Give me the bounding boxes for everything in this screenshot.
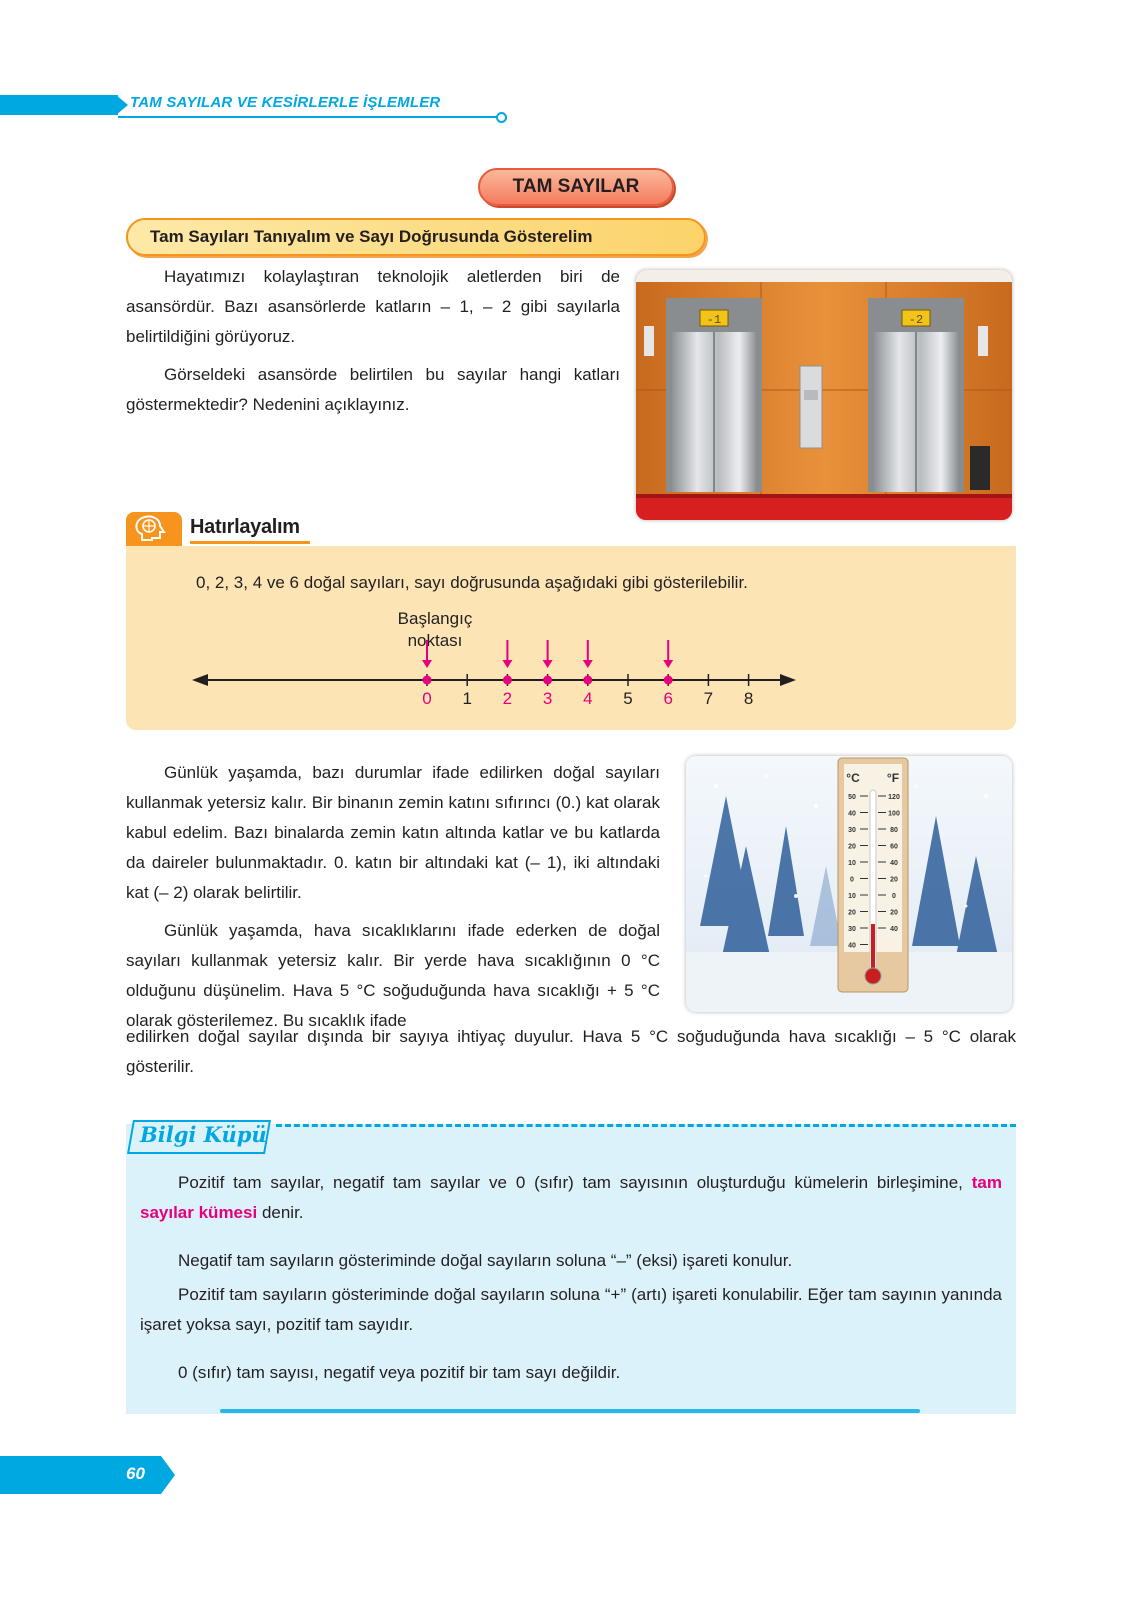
- fahrenheit-label-1: 100: [888, 810, 900, 818]
- arrow-head-2: [502, 660, 512, 668]
- tick-label-3: 3: [542, 689, 553, 708]
- arrow-head-0: [422, 660, 432, 668]
- arrow-head-6: [663, 660, 673, 668]
- tick-label-2: 2: [502, 689, 513, 708]
- thermometer-photo: [686, 756, 1012, 1012]
- celsius-label-6: 10: [848, 893, 856, 900]
- point-6: [664, 676, 673, 685]
- tick-label-7: 7: [703, 689, 714, 708]
- arrow-head-3: [543, 660, 553, 668]
- tick-label-6: 6: [663, 689, 673, 708]
- celsius-label-4: 10: [848, 860, 856, 867]
- bilgi-paragraph-4: 0 (sıfır) tam sayısı, negatif veya pozitif bir tam sayı değildir.: [178, 1363, 621, 1382]
- hatirlayalim-title: Hatırlayalım: [190, 516, 300, 538]
- celsius-label-0: 50: [848, 794, 856, 801]
- point-2: [503, 676, 512, 685]
- celsius-label-3: 20: [848, 843, 856, 851]
- chapter-title: TAM SAYILAR VE KESİRLERLE İŞLEMLER: [130, 94, 441, 111]
- fahrenheit-label-2: 80: [890, 827, 898, 834]
- body-paragraph-1: Günlük yaşamda, bazı durumlar ifade edilirken doğal sayıları kullanmak yetersiz kalır. Bir binanın zemin katını sıfırıncı (0.) kat olarak kabul edelim. Bazı binalarda zemin katın altında katlar ve bu katlarda da daireler bulunmaktadır. 0. katın bir altındaki kat (– 1), iki altındaki kat (– 2) olarak belirtilir.: [126, 763, 660, 902]
- header-arrow: [116, 95, 128, 115]
- tick-label-0: 0: [422, 689, 432, 708]
- bilgi-p1-after: denir.: [261, 1203, 304, 1222]
- fahrenheit-label-7: 20: [890, 909, 898, 917]
- start-label-line-2: noktası: [407, 631, 463, 650]
- fahrenheit-label-3: 60: [890, 843, 898, 851]
- bilgi-paragraph-1: [140, 1168, 1002, 1228]
- section-title: TAM SAYILAR: [478, 168, 674, 206]
- elevator-photo: [636, 270, 1012, 520]
- elevator-illustration: [636, 270, 1012, 520]
- tick-label-1: 1: [462, 689, 472, 708]
- bilgi-paragraph-3: Pozitif tam sayıların gösteriminde doğal sayıların soluna “+” (artı) işareti konulabilir. Eğer tam sayının yanında işaret yoksa sayı, pozitif tam sayıdır.: [140, 1285, 1002, 1334]
- start-label-line-1: Başlangıç: [397, 609, 473, 628]
- intro-paragraph-1: Hayatımızı kolaylaştıran teknolojik aletlerden biri de asansördür. Bazı asansörlerde katların – 1, – 2 gibi sayılarla belirtildiğini görüyoruz.: [126, 267, 620, 346]
- fahrenheit-label-6: 0: [892, 893, 896, 900]
- arrow-head-4: [583, 660, 593, 668]
- bilgi-kupu-bottom-line: [220, 1409, 920, 1413]
- celsius-unit: °C: [846, 771, 860, 785]
- fahrenheit-label-4: 40: [890, 860, 898, 867]
- celsius-label-9: 40: [848, 942, 856, 950]
- fahrenheit-label-0: 120: [888, 794, 900, 801]
- celsius-label-5: 0: [850, 876, 854, 884]
- bilgi-kupu-content: [140, 1168, 1002, 1388]
- number-line-right-arrow: [780, 674, 796, 686]
- fahrenheit-label-8: 40: [890, 926, 898, 933]
- section-subtitle: Tam Sayıları Tanıyalım ve Sayı Doğrusunda Gösterelim: [126, 218, 706, 256]
- tam-sayilar-kumesi-term: tam sayılar kümesi: [140, 1173, 1002, 1222]
- tick-label-5: 5: [623, 689, 633, 708]
- point-4: [583, 676, 592, 685]
- right-floor-display: -2: [908, 313, 924, 327]
- number-line-left-arrow: [192, 674, 208, 686]
- fahrenheit-label-5: 20: [890, 876, 898, 884]
- celsius-label-1: 40: [848, 810, 856, 818]
- tick-label-4: 4: [583, 689, 593, 708]
- hatirlayalim-icon-box: [126, 512, 182, 546]
- page-number: 60: [126, 1464, 145, 1483]
- number-line: [126, 640, 1016, 730]
- header-bar: [0, 95, 118, 115]
- celsius-label-2: 30: [848, 827, 856, 834]
- celsius-label-7: 20: [848, 909, 856, 917]
- intro-text: [126, 262, 620, 420]
- left-floor-display: -1: [706, 313, 722, 327]
- head-icon: [126, 512, 182, 546]
- body-paragraph-2a: Günlük yaşamda, hava sıcaklıklarını ifade ederken de doğal sayıları kullanmak yetersiz kalır. Bir yerde hava sıcaklığının 0 °C olduğunu düşünelim. Hava 5 °C soğuduğunda hava sıcaklığı + 5 °C olarak gösterilemez. Bu sıcaklık ifade: [126, 921, 660, 1030]
- bilgi-kupu-title: Bilgi Küpü: [140, 1122, 267, 1147]
- recall-text: 0, 2, 3, 4 ve 6 doğal sayıları, sayı doğrusunda aşağıdaki gibi gösterilebilir.: [196, 573, 748, 592]
- header-underline: [118, 116, 498, 118]
- point-0: [423, 676, 432, 685]
- page-number-tab: [0, 1456, 175, 1494]
- bilgi-kupu-dashed-line: [276, 1124, 1016, 1127]
- fahrenheit-unit: °F: [886, 771, 900, 785]
- body-text-column: [126, 758, 660, 1036]
- body-paragraph-2b: edilirken doğal sayılar dışında bir sayıya ihtiyaç duyulur. Hava 5 °C soğuduğunda hava sıcaklığı – 5 °C olarak gösterilir.: [126, 1027, 1016, 1076]
- bilgi-paragraph-2: Negatif tam sayıların gösteriminde doğal sayıların soluna “–” (eksi) işareti konulur.: [178, 1251, 793, 1270]
- hatirlayalim-underline: [190, 541, 310, 544]
- point-3: [543, 676, 552, 685]
- celsius-label-8: 30: [848, 926, 856, 933]
- tick-label-8: 8: [743, 689, 754, 708]
- header-dot: [496, 112, 507, 123]
- intro-paragraph-2: Görseldeki asansörde belirtilen bu sayılar hangi katları göstermektedir? Nedenini açıklayınız.: [126, 365, 620, 414]
- winter-thermometer-illustration: [686, 756, 1012, 1012]
- bilgi-p1-before: Pozitif tam sayılar, negatif tam sayılar ve 0 (sıfır) tam sayısının oluşturduğu kümelerin birleşimine,: [178, 1173, 963, 1192]
